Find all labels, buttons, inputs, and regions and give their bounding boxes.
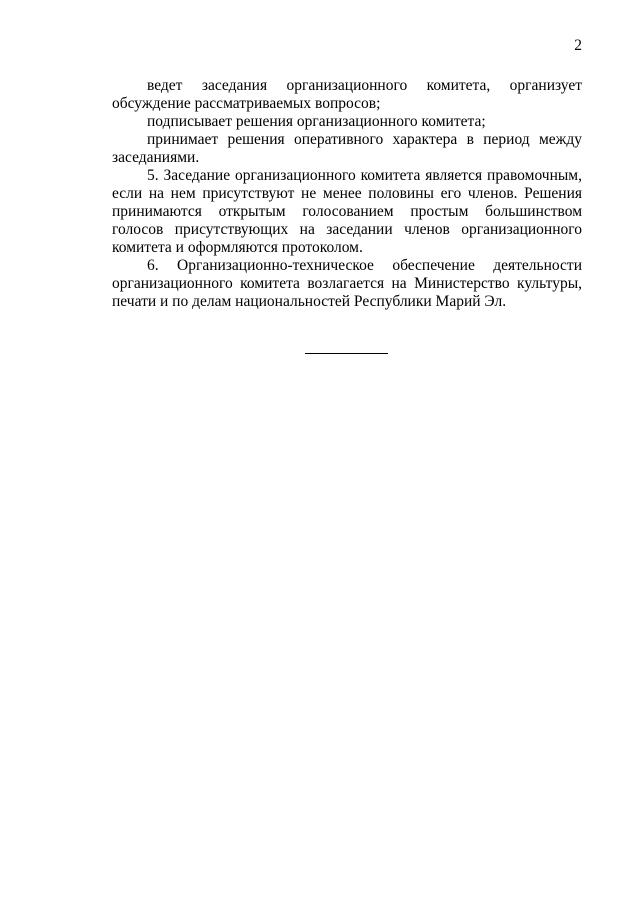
page-number: 2 (574, 37, 582, 54)
paragraph-item-5: 5. Заседание организационного комитета является правомочным, если на нем присутствуют не менее половины его членов. Решения принимаются открытым голосованием простым большинством голосов присутствующих на заседании членов организационного комитета и оформляются протоколом. (112, 167, 582, 256)
paragraph-chair-duties-sign: подписывает решения организационного комитета; (147, 113, 486, 130)
paragraph-chair-duties-decisions: принимает решения оперативного характера в период между заседаниями. (112, 131, 582, 166)
paragraph-item-6: 6. Организационно-техническое обеспечение деятельности организационного комитета возлагается на Министерство культуры, печати и по делам национальностей Республики Марий Эл. (112, 257, 582, 310)
paragraph-chair-duties-meetings: ведет заседания организационного комитета, организует обсуждение рассматриваемых вопросов; (112, 77, 582, 112)
end-separator-line (305, 353, 388, 354)
document-body (112, 77, 582, 311)
